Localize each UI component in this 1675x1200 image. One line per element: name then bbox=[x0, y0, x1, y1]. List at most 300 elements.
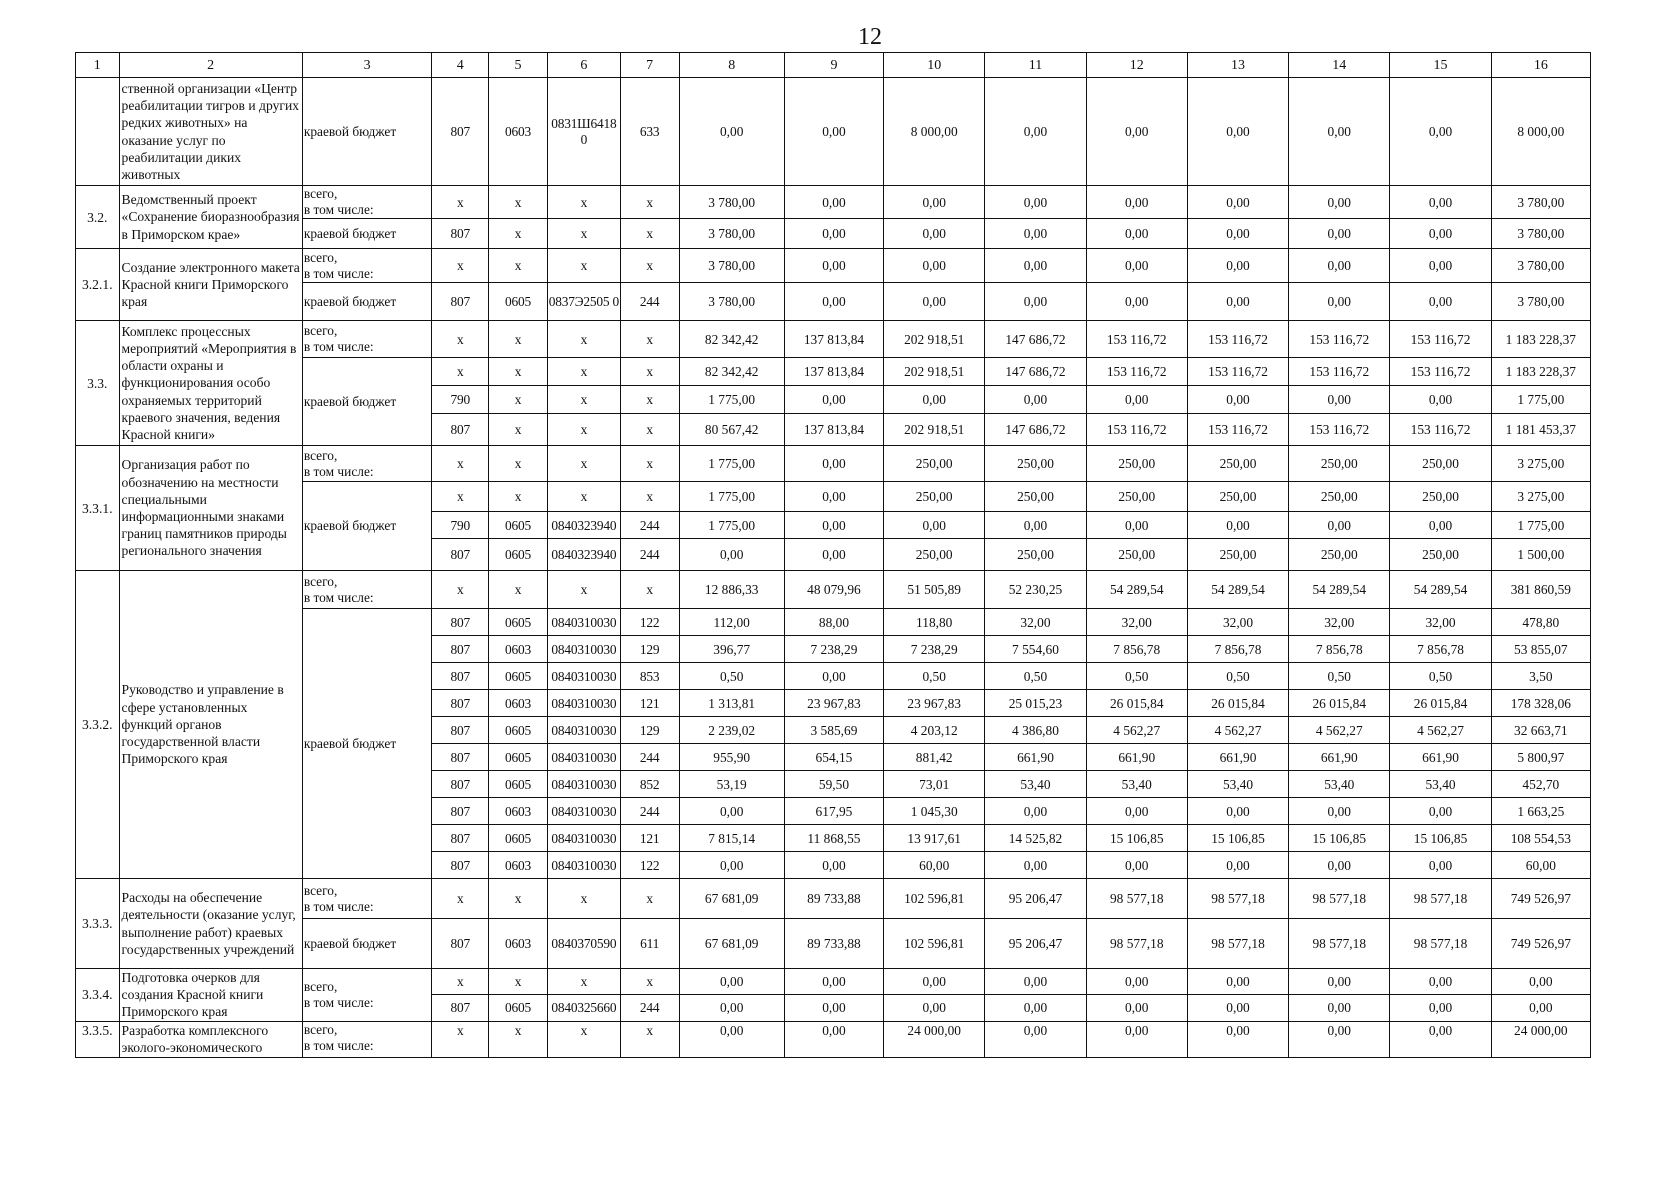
amount-cell: 0,00 bbox=[784, 386, 883, 414]
amount-cell: 153 116,72 bbox=[1086, 321, 1187, 358]
section-code-cell: 0603 bbox=[489, 919, 548, 969]
amount-cell: 137 813,84 bbox=[784, 358, 883, 386]
amount-cell: 1 775,00 bbox=[679, 482, 784, 512]
amount-cell: 0,00 bbox=[1086, 283, 1187, 321]
target-article-cell: 0840325660 bbox=[547, 995, 620, 1021]
amount-cell: 32,00 bbox=[1390, 609, 1491, 636]
row-number-cell: 3.3.2. bbox=[76, 571, 120, 879]
grbs-code-cell: x bbox=[432, 1021, 489, 1057]
amount-cell: 0,00 bbox=[1390, 1021, 1491, 1057]
amount-cell: 11 868,55 bbox=[784, 825, 883, 852]
amount-cell: 0,00 bbox=[985, 852, 1086, 879]
grbs-code-cell: 807 bbox=[432, 663, 489, 690]
amount-cell: 3 780,00 bbox=[679, 186, 784, 219]
amount-cell: 26 015,84 bbox=[1390, 690, 1491, 717]
amount-cell: 7 856,78 bbox=[1086, 636, 1187, 663]
target-article-cell: 0840310030 bbox=[547, 798, 620, 825]
funding-source-cell: всего, в том числе: bbox=[302, 186, 432, 219]
column-number: 5 bbox=[489, 53, 548, 78]
table-row bbox=[76, 358, 1591, 386]
target-article-cell: x bbox=[547, 969, 620, 995]
amount-cell: 3 780,00 bbox=[1491, 249, 1590, 283]
amount-cell: 0,00 bbox=[1187, 852, 1288, 879]
amount-cell: 0,00 bbox=[1289, 386, 1390, 414]
grbs-code-cell: 807 bbox=[432, 771, 489, 798]
expense-type-cell: 853 bbox=[620, 663, 679, 690]
target-article-cell: 0840310030 bbox=[547, 636, 620, 663]
amount-cell: 153 116,72 bbox=[1086, 414, 1187, 446]
amount-cell: 0,00 bbox=[1390, 512, 1491, 539]
amount-cell: 0,00 bbox=[784, 969, 883, 995]
grbs-code-cell: x bbox=[432, 446, 489, 482]
grbs-code-cell: 807 bbox=[432, 690, 489, 717]
amount-cell: 0,50 bbox=[1187, 663, 1288, 690]
amount-cell: 617,95 bbox=[784, 798, 883, 825]
amount-cell: 0,00 bbox=[1289, 249, 1390, 283]
table-row bbox=[76, 571, 1591, 609]
amount-cell: 0,00 bbox=[1187, 186, 1288, 219]
expense-type-cell: x bbox=[620, 414, 679, 446]
amount-cell: 12 886,33 bbox=[679, 571, 784, 609]
amount-cell: 250,00 bbox=[1086, 539, 1187, 571]
amount-cell: 153 116,72 bbox=[1289, 358, 1390, 386]
amount-cell: 0,00 bbox=[1491, 995, 1590, 1021]
amount-cell: 0,50 bbox=[1390, 663, 1491, 690]
column-number: 3 bbox=[302, 53, 432, 78]
amount-cell: 1 775,00 bbox=[1491, 386, 1590, 414]
amount-cell: 48 079,96 bbox=[784, 571, 883, 609]
grbs-code-cell: x bbox=[432, 879, 489, 919]
amount-cell: 7 856,78 bbox=[1289, 636, 1390, 663]
column-number-row bbox=[76, 53, 1591, 78]
grbs-code-cell: 807 bbox=[432, 414, 489, 446]
amount-cell: 1 045,30 bbox=[884, 798, 985, 825]
section-code-cell: x bbox=[489, 879, 548, 919]
amount-cell: 14 525,82 bbox=[985, 825, 1086, 852]
target-article-cell: x bbox=[547, 386, 620, 414]
amount-cell: 60,00 bbox=[884, 852, 985, 879]
amount-cell: 51 505,89 bbox=[884, 571, 985, 609]
amount-cell: 0,00 bbox=[1289, 798, 1390, 825]
section-code-cell: x bbox=[489, 969, 548, 995]
amount-cell: 15 106,85 bbox=[1390, 825, 1491, 852]
amount-cell: 250,00 bbox=[1086, 482, 1187, 512]
amount-cell: 202 918,51 bbox=[884, 321, 985, 358]
amount-cell: 654,15 bbox=[784, 744, 883, 771]
amount-cell: 4 562,27 bbox=[1390, 717, 1491, 744]
grbs-code-cell: 807 bbox=[432, 825, 489, 852]
grbs-code-cell: 807 bbox=[432, 609, 489, 636]
expense-type-cell: 633 bbox=[620, 78, 679, 186]
section-code-cell: 0605 bbox=[489, 771, 548, 798]
table-row bbox=[76, 249, 1591, 283]
amount-cell: 250,00 bbox=[985, 482, 1086, 512]
amount-cell: 102 596,81 bbox=[884, 919, 985, 969]
row-number-cell: 3.3.4. bbox=[76, 969, 120, 1022]
amount-cell: 112,00 bbox=[679, 609, 784, 636]
amount-cell: 749 526,97 bbox=[1491, 879, 1590, 919]
amount-cell: 88,00 bbox=[784, 609, 883, 636]
expense-type-cell: 852 bbox=[620, 771, 679, 798]
amount-cell: 0,00 bbox=[884, 219, 985, 249]
amount-cell: 153 116,72 bbox=[1187, 414, 1288, 446]
section-code-cell: 0605 bbox=[489, 539, 548, 571]
amount-cell: 23 967,83 bbox=[784, 690, 883, 717]
amount-cell: 250,00 bbox=[1289, 482, 1390, 512]
section-code-cell: x bbox=[489, 358, 548, 386]
section-code-cell: 0605 bbox=[489, 609, 548, 636]
amount-cell: 98 577,18 bbox=[1187, 879, 1288, 919]
amount-cell: 53,40 bbox=[1086, 771, 1187, 798]
column-number: 7 bbox=[620, 53, 679, 78]
section-code-cell: x bbox=[489, 571, 548, 609]
amount-cell: 250,00 bbox=[884, 446, 985, 482]
amount-cell: 53,40 bbox=[1390, 771, 1491, 798]
amount-cell: 0,00 bbox=[784, 482, 883, 512]
target-article-cell: 0840310030 bbox=[547, 744, 620, 771]
amount-cell: 749 526,97 bbox=[1491, 919, 1590, 969]
amount-cell: 153 116,72 bbox=[1187, 358, 1288, 386]
expense-type-cell: 244 bbox=[620, 798, 679, 825]
amount-cell: 0,00 bbox=[1086, 852, 1187, 879]
amount-cell: 0,00 bbox=[1086, 512, 1187, 539]
section-code-cell: 0605 bbox=[489, 717, 548, 744]
amount-cell: 7 238,29 bbox=[884, 636, 985, 663]
amount-cell: 0,00 bbox=[1086, 78, 1187, 186]
section-code-cell: 0603 bbox=[489, 798, 548, 825]
grbs-code-cell: 807 bbox=[432, 852, 489, 879]
amount-cell: 0,00 bbox=[679, 539, 784, 571]
amount-cell: 0,00 bbox=[1390, 219, 1491, 249]
amount-cell: 7 554,60 bbox=[985, 636, 1086, 663]
target-article-cell: 0831Ш6418 0 bbox=[547, 78, 620, 186]
section-code-cell: x bbox=[489, 219, 548, 249]
column-number: 12 bbox=[1086, 53, 1187, 78]
amount-cell: 153 116,72 bbox=[1390, 414, 1491, 446]
section-code-cell: 0605 bbox=[489, 663, 548, 690]
amount-cell: 0,00 bbox=[1086, 249, 1187, 283]
table-row bbox=[76, 919, 1591, 969]
amount-cell: 95 206,47 bbox=[985, 919, 1086, 969]
amount-cell: 89 733,88 bbox=[784, 919, 883, 969]
amount-cell: 250,00 bbox=[1289, 539, 1390, 571]
target-article-cell: 0840310030 bbox=[547, 609, 620, 636]
table-row bbox=[76, 78, 1591, 186]
amount-cell: 3 780,00 bbox=[1491, 186, 1590, 219]
column-number: 8 bbox=[679, 53, 784, 78]
amount-cell: 26 015,84 bbox=[1289, 690, 1390, 717]
section-code-cell: 0605 bbox=[489, 512, 548, 539]
amount-cell: 661,90 bbox=[1390, 744, 1491, 771]
amount-cell: 0,50 bbox=[985, 663, 1086, 690]
amount-cell: 0,00 bbox=[884, 386, 985, 414]
target-article-cell: x bbox=[547, 219, 620, 249]
amount-cell: 147 686,72 bbox=[985, 358, 1086, 386]
amount-cell: 0,00 bbox=[784, 539, 883, 571]
amount-cell: 0,00 bbox=[1390, 995, 1491, 1021]
grbs-code-cell: x bbox=[432, 249, 489, 283]
funding-source-cell: всего, в том числе: bbox=[302, 446, 432, 482]
grbs-code-cell: 807 bbox=[432, 995, 489, 1021]
table-row bbox=[76, 219, 1591, 249]
target-article-cell: 0837Э2505 0 bbox=[547, 283, 620, 321]
column-number: 14 bbox=[1289, 53, 1390, 78]
amount-cell: 89 733,88 bbox=[784, 879, 883, 919]
amount-cell: 98 577,18 bbox=[1289, 919, 1390, 969]
amount-cell: 661,90 bbox=[1289, 744, 1390, 771]
section-code-cell: x bbox=[489, 446, 548, 482]
amount-cell: 0,00 bbox=[1289, 969, 1390, 995]
column-number: 6 bbox=[547, 53, 620, 78]
column-number: 4 bbox=[432, 53, 489, 78]
amount-cell: 54 289,54 bbox=[1289, 571, 1390, 609]
amount-cell: 26 015,84 bbox=[1187, 690, 1288, 717]
amount-cell: 1 775,00 bbox=[1491, 512, 1590, 539]
expense-type-cell: x bbox=[620, 249, 679, 283]
amount-cell: 0,00 bbox=[1390, 186, 1491, 219]
expense-type-cell: x bbox=[620, 446, 679, 482]
amount-cell: 15 106,85 bbox=[1086, 825, 1187, 852]
row-number-cell: 3.2.1. bbox=[76, 249, 120, 321]
grbs-code-cell: 790 bbox=[432, 386, 489, 414]
amount-cell: 3 780,00 bbox=[1491, 219, 1590, 249]
table-row bbox=[76, 1021, 1591, 1057]
expense-type-cell: x bbox=[620, 186, 679, 219]
expense-type-cell: x bbox=[620, 482, 679, 512]
grbs-code-cell: 807 bbox=[432, 717, 489, 744]
amount-cell: 8 000,00 bbox=[884, 78, 985, 186]
amount-cell: 0,00 bbox=[784, 1021, 883, 1057]
amount-cell: 1 775,00 bbox=[679, 386, 784, 414]
grbs-code-cell: 807 bbox=[432, 798, 489, 825]
amount-cell: 0,00 bbox=[1390, 798, 1491, 825]
amount-cell: 32,00 bbox=[1187, 609, 1288, 636]
amount-cell: 4 562,27 bbox=[1086, 717, 1187, 744]
funding-source-cell: всего, в том числе: bbox=[302, 969, 432, 1022]
amount-cell: 118,80 bbox=[884, 609, 985, 636]
amount-cell: 0,00 bbox=[679, 852, 784, 879]
amount-cell: 52 230,25 bbox=[985, 571, 1086, 609]
amount-cell: 250,00 bbox=[1187, 482, 1288, 512]
amount-cell: 0,00 bbox=[784, 249, 883, 283]
amount-cell: 0,00 bbox=[679, 78, 784, 186]
amount-cell: 250,00 bbox=[1187, 539, 1288, 571]
amount-cell: 53,19 bbox=[679, 771, 784, 798]
amount-cell: 13 917,61 bbox=[884, 825, 985, 852]
amount-cell: 7 856,78 bbox=[1187, 636, 1288, 663]
amount-cell: 24 000,00 bbox=[884, 1021, 985, 1057]
section-code-cell: x bbox=[489, 1021, 548, 1057]
expense-type-cell: 244 bbox=[620, 744, 679, 771]
amount-cell: 0,00 bbox=[1187, 512, 1288, 539]
amount-cell: 250,00 bbox=[884, 539, 985, 571]
target-article-cell: x bbox=[547, 446, 620, 482]
section-code-cell: x bbox=[489, 321, 548, 358]
amount-cell: 0,50 bbox=[679, 663, 784, 690]
column-number: 9 bbox=[784, 53, 883, 78]
section-code-cell: 0603 bbox=[489, 636, 548, 663]
table-row bbox=[76, 283, 1591, 321]
amount-cell: 250,00 bbox=[1390, 446, 1491, 482]
table-row bbox=[76, 446, 1591, 482]
amount-cell: 0,00 bbox=[884, 249, 985, 283]
amount-cell: 0,00 bbox=[784, 219, 883, 249]
target-article-cell: 0840370590 bbox=[547, 919, 620, 969]
amount-cell: 381 860,59 bbox=[1491, 571, 1590, 609]
amount-cell: 0,00 bbox=[884, 512, 985, 539]
amount-cell: 0,00 bbox=[1289, 219, 1390, 249]
amount-cell: 1 313,81 bbox=[679, 690, 784, 717]
amount-cell: 0,00 bbox=[985, 798, 1086, 825]
amount-cell: 396,77 bbox=[679, 636, 784, 663]
amount-cell: 4 562,27 bbox=[1187, 717, 1288, 744]
funding-source-cell: краевой бюджет bbox=[302, 78, 432, 186]
item-name-cell: Расходы на обеспечение деятельности (оказание услуг, выполнение работ) краевых государственных учреждений bbox=[119, 879, 302, 969]
target-article-cell: 0840310030 bbox=[547, 663, 620, 690]
grbs-code-cell: 807 bbox=[432, 636, 489, 663]
amount-cell: 1 663,25 bbox=[1491, 798, 1590, 825]
amount-cell: 0,00 bbox=[1390, 969, 1491, 995]
amount-cell: 54 289,54 bbox=[1187, 571, 1288, 609]
amount-cell: 53,40 bbox=[1289, 771, 1390, 798]
section-code-cell: 0603 bbox=[489, 690, 548, 717]
amount-cell: 7 238,29 bbox=[784, 636, 883, 663]
funding-source-cell: краевой бюджет bbox=[302, 609, 432, 879]
amount-cell: 3 275,00 bbox=[1491, 482, 1590, 512]
amount-cell: 82 342,42 bbox=[679, 321, 784, 358]
amount-cell: 0,00 bbox=[1390, 78, 1491, 186]
item-name-cell: Создание электронного макета Красной книги Приморского края bbox=[119, 249, 302, 321]
amount-cell: 15 106,85 bbox=[1289, 825, 1390, 852]
amount-cell: 3 780,00 bbox=[1491, 283, 1590, 321]
amount-cell: 0,00 bbox=[985, 386, 1086, 414]
amount-cell: 60,00 bbox=[1491, 852, 1590, 879]
expense-type-cell: x bbox=[620, 358, 679, 386]
amount-cell: 0,00 bbox=[1390, 852, 1491, 879]
expense-type-cell: 121 bbox=[620, 825, 679, 852]
amount-cell: 0,00 bbox=[679, 969, 784, 995]
grbs-code-cell: 807 bbox=[432, 78, 489, 186]
amount-cell: 0,50 bbox=[1289, 663, 1390, 690]
expense-type-cell: x bbox=[620, 219, 679, 249]
section-code-cell: 0603 bbox=[489, 78, 548, 186]
expense-type-cell: x bbox=[620, 1021, 679, 1057]
section-code-cell: 0605 bbox=[489, 995, 548, 1021]
amount-cell: 0,00 bbox=[985, 186, 1086, 219]
amount-cell: 53,40 bbox=[1187, 771, 1288, 798]
amount-cell: 0,00 bbox=[985, 512, 1086, 539]
target-article-cell: x bbox=[547, 414, 620, 446]
amount-cell: 250,00 bbox=[1289, 446, 1390, 482]
amount-cell: 98 577,18 bbox=[1187, 919, 1288, 969]
grbs-code-cell: 807 bbox=[432, 744, 489, 771]
amount-cell: 5 800,97 bbox=[1491, 744, 1590, 771]
target-article-cell: x bbox=[547, 321, 620, 358]
amount-cell: 1 183 228,37 bbox=[1491, 321, 1590, 358]
amount-cell: 0,00 bbox=[1187, 798, 1288, 825]
funding-source-cell: краевой бюджет bbox=[302, 358, 432, 446]
amount-cell: 178 328,06 bbox=[1491, 690, 1590, 717]
grbs-code-cell: x bbox=[432, 186, 489, 219]
section-code-cell: 0603 bbox=[489, 852, 548, 879]
amount-cell: 0,00 bbox=[1187, 1021, 1288, 1057]
page-number: 12 bbox=[858, 24, 882, 50]
grbs-code-cell: x bbox=[432, 321, 489, 358]
amount-cell: 478,80 bbox=[1491, 609, 1590, 636]
expense-type-cell: 244 bbox=[620, 539, 679, 571]
table-row bbox=[76, 321, 1591, 358]
amount-cell: 0,00 bbox=[985, 249, 1086, 283]
amount-cell: 26 015,84 bbox=[1086, 690, 1187, 717]
amount-cell: 0,00 bbox=[884, 186, 985, 219]
amount-cell: 0,00 bbox=[1086, 219, 1187, 249]
row-number-cell: 3.3.1. bbox=[76, 446, 120, 571]
amount-cell: 250,00 bbox=[985, 446, 1086, 482]
funding-source-cell: краевой бюджет bbox=[302, 919, 432, 969]
amount-cell: 0,00 bbox=[784, 512, 883, 539]
amount-cell: 0,00 bbox=[985, 995, 1086, 1021]
amount-cell: 102 596,81 bbox=[884, 879, 985, 919]
amount-cell: 955,90 bbox=[679, 744, 784, 771]
amount-cell: 153 116,72 bbox=[1187, 321, 1288, 358]
amount-cell: 32,00 bbox=[1289, 609, 1390, 636]
amount-cell: 0,00 bbox=[985, 1021, 1086, 1057]
amount-cell: 67 681,09 bbox=[679, 879, 784, 919]
table-row bbox=[76, 482, 1591, 512]
target-article-cell: 0840310030 bbox=[547, 717, 620, 744]
budget-table bbox=[75, 52, 1591, 1058]
amount-cell: 0,00 bbox=[1187, 219, 1288, 249]
amount-cell: 15 106,85 bbox=[1187, 825, 1288, 852]
expense-type-cell: 244 bbox=[620, 512, 679, 539]
amount-cell: 32,00 bbox=[985, 609, 1086, 636]
table-row bbox=[76, 879, 1591, 919]
amount-cell: 0,00 bbox=[1086, 995, 1187, 1021]
expense-type-cell: 122 bbox=[620, 609, 679, 636]
amount-cell: 661,90 bbox=[1187, 744, 1288, 771]
amount-cell: 153 116,72 bbox=[1390, 321, 1491, 358]
amount-cell: 82 342,42 bbox=[679, 358, 784, 386]
amount-cell: 23 967,83 bbox=[884, 690, 985, 717]
section-code-cell: 0605 bbox=[489, 744, 548, 771]
amount-cell: 54 289,54 bbox=[1086, 571, 1187, 609]
amount-cell: 3 275,00 bbox=[1491, 446, 1590, 482]
amount-cell: 80 567,42 bbox=[679, 414, 784, 446]
row-number-cell: 3.3. bbox=[76, 321, 120, 446]
target-article-cell: 0840323940 bbox=[547, 512, 620, 539]
amount-cell: 0,00 bbox=[1390, 386, 1491, 414]
amount-cell: 0,00 bbox=[1187, 249, 1288, 283]
target-article-cell: x bbox=[547, 482, 620, 512]
grbs-code-cell: 807 bbox=[432, 919, 489, 969]
amount-cell: 3,50 bbox=[1491, 663, 1590, 690]
column-number: 2 bbox=[119, 53, 302, 78]
amount-cell: 0,00 bbox=[1086, 969, 1187, 995]
amount-cell: 73,01 bbox=[884, 771, 985, 798]
column-number: 16 bbox=[1491, 53, 1590, 78]
amount-cell: 153 116,72 bbox=[1289, 414, 1390, 446]
amount-cell: 98 577,18 bbox=[1086, 919, 1187, 969]
grbs-code-cell: 807 bbox=[432, 283, 489, 321]
amount-cell: 147 686,72 bbox=[985, 321, 1086, 358]
section-code-cell: x bbox=[489, 186, 548, 219]
grbs-code-cell: 807 bbox=[432, 539, 489, 571]
amount-cell: 4 562,27 bbox=[1289, 717, 1390, 744]
column-number: 13 bbox=[1187, 53, 1288, 78]
grbs-code-cell: x bbox=[432, 482, 489, 512]
section-code-cell: x bbox=[489, 249, 548, 283]
amount-cell: 661,90 bbox=[985, 744, 1086, 771]
